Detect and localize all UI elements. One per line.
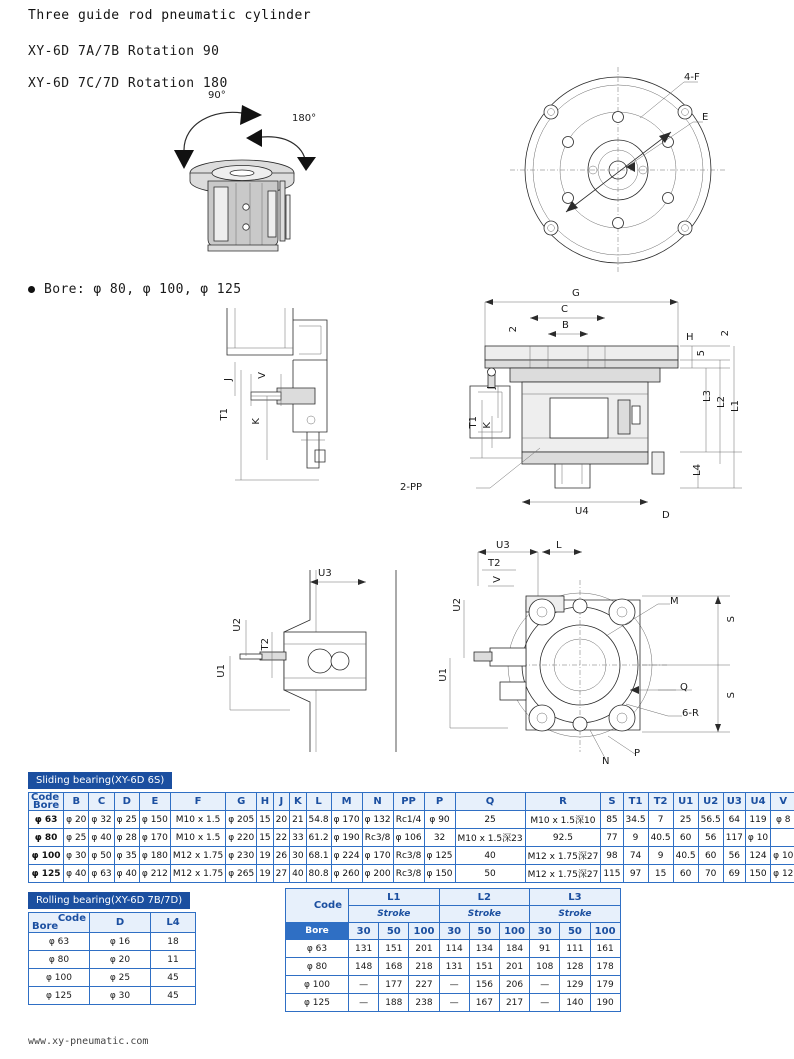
cell: 108: [530, 958, 560, 976]
cell: φ 28: [114, 829, 139, 847]
front-label-c: C: [561, 304, 568, 315]
cell: 50: [455, 865, 525, 883]
bottom-label-t2: T2: [488, 558, 501, 569]
rolling-bearing-table: [28, 912, 196, 1005]
cell: φ 106: [393, 829, 424, 847]
cell: 179: [590, 976, 620, 994]
cell: 15: [257, 811, 273, 829]
cell: φ 170: [362, 847, 393, 865]
group-L2: L2: [439, 889, 530, 906]
cell: 34.5: [623, 811, 648, 829]
cell: 19: [257, 865, 273, 883]
cell: φ 63: [89, 865, 114, 883]
cell: 227: [409, 976, 439, 994]
cell: 201: [499, 958, 529, 976]
side-label-k: K: [251, 418, 262, 425]
cell: 40: [290, 865, 306, 883]
cell: 168: [379, 958, 409, 976]
cell: 190: [590, 994, 620, 1012]
col-T1: T1: [623, 793, 648, 811]
cell: 45: [151, 987, 196, 1005]
stroke-30: 30: [439, 923, 469, 940]
corner-header: [29, 913, 90, 933]
cell: φ 260: [331, 865, 362, 883]
cell: 19: [257, 847, 273, 865]
front-label-g: G: [572, 288, 580, 299]
cell: 206: [499, 976, 529, 994]
front-label-l2: L2: [716, 396, 727, 408]
cell: 56: [698, 829, 723, 847]
cell: 27: [273, 865, 289, 883]
row-bore: φ 125: [29, 987, 90, 1005]
cell: 70: [698, 865, 723, 883]
cell: φ 150: [139, 811, 170, 829]
cell: 111: [560, 940, 590, 958]
cell: φ 16: [90, 933, 151, 951]
table-row: [29, 987, 196, 1005]
cell: —: [530, 976, 560, 994]
bottom-label-m: M: [670, 596, 679, 607]
cell: φ 40: [64, 865, 89, 883]
cell: Rc3/8: [393, 865, 424, 883]
cell: Rc3/8: [362, 829, 393, 847]
table-row: [29, 811, 794, 829]
cell: 85: [601, 811, 623, 829]
col-M: M: [331, 793, 362, 811]
cell: 167: [469, 994, 499, 1012]
row-bore: φ 100: [286, 976, 349, 994]
cell: 32: [424, 829, 455, 847]
corner-code: Code: [57, 912, 86, 924]
cell: 148: [349, 958, 379, 976]
cell: 97: [623, 865, 648, 883]
cell: φ 30: [64, 847, 89, 865]
cell: φ 50: [89, 847, 114, 865]
cell: 201: [409, 940, 439, 958]
cell: —: [439, 976, 469, 994]
cell: M10 x 1.5: [170, 829, 225, 847]
cell: φ 90: [424, 811, 455, 829]
cell: —: [349, 994, 379, 1012]
table-row: [286, 940, 621, 958]
model-line-1: XY-6D 7A/7B Rotation 90: [28, 44, 220, 59]
front-label-k: K: [482, 422, 493, 429]
cell: 18: [151, 933, 196, 951]
corner-bore: Bore: [32, 920, 59, 932]
cell: 11: [151, 951, 196, 969]
cell: —: [349, 976, 379, 994]
cell: 156: [469, 976, 499, 994]
table-stroke-values-row: [286, 923, 621, 940]
front-label-h: H: [686, 332, 694, 343]
cell: φ 10: [745, 829, 770, 847]
row-bore: φ 63: [29, 933, 90, 951]
cell: 25: [673, 811, 698, 829]
cell: φ 150: [424, 865, 455, 883]
section-label-u2: U2: [232, 618, 243, 632]
cell: 21: [290, 811, 306, 829]
cell: φ 8: [771, 811, 794, 829]
sliding-bearing-caption-wrap: [28, 768, 172, 789]
cell: 26: [273, 847, 289, 865]
cell: 60: [698, 847, 723, 865]
col-C: C: [89, 793, 114, 811]
rolling-bearing-caption: Rolling bearing(XY-6D 7B/7D): [28, 892, 190, 909]
row-bore: φ 100: [29, 969, 90, 987]
front-label-l4: L4: [692, 464, 703, 476]
cell: 54.8: [306, 811, 331, 829]
cell: 60: [673, 829, 698, 847]
bottom-label-l: L: [556, 540, 562, 551]
cell: 178: [590, 958, 620, 976]
cell: φ 190: [331, 829, 362, 847]
stroke-table: [285, 888, 621, 1012]
table-row: [29, 829, 794, 847]
cell: φ 265: [226, 865, 257, 883]
col-L4: L4: [151, 913, 196, 933]
table-row: [29, 865, 794, 883]
table-row: [286, 994, 621, 1012]
cell: 69: [723, 865, 745, 883]
front-label-t1: T1: [468, 416, 479, 429]
col-D: D: [114, 793, 139, 811]
bottom-label-v: V: [492, 576, 503, 583]
side-view-drawing: [215, 300, 395, 500]
stroke-50: 50: [560, 923, 590, 940]
cell: φ 220: [226, 829, 257, 847]
cell: φ 32: [89, 811, 114, 829]
cell: φ 200: [362, 865, 393, 883]
bottom-label-q: Q: [680, 682, 688, 693]
cell: 68.1: [306, 847, 331, 865]
row-bore: φ 80: [29, 829, 64, 847]
bottom-label-n: N: [602, 756, 610, 767]
cell: φ 25: [114, 811, 139, 829]
cell: M12 x 1.75深27: [525, 847, 601, 865]
cell: 9: [623, 829, 648, 847]
stroke-30: 30: [530, 923, 560, 940]
cell: M10 x 1.5深10: [525, 811, 601, 829]
row-bore: φ 125: [286, 994, 349, 1012]
cell: 74: [623, 847, 648, 865]
cell: M10 x 1.5深23: [455, 829, 525, 847]
angle-90-label: 90°: [208, 90, 226, 101]
cell: 56: [723, 847, 745, 865]
col-P: P: [424, 793, 455, 811]
cell: 128: [560, 958, 590, 976]
cell: φ 170: [139, 829, 170, 847]
front-label-j: J: [486, 386, 497, 389]
e-label: E: [702, 112, 709, 123]
stroke-100: 100: [590, 923, 620, 940]
cell: Rc3/8: [393, 847, 424, 865]
front-label-l1: L1: [730, 400, 741, 412]
col-V: V: [771, 793, 794, 811]
cell: 124: [745, 847, 770, 865]
stroke-50: 50: [379, 923, 409, 940]
col-Q: Q: [455, 793, 525, 811]
cell: 218: [409, 958, 439, 976]
cell: M12 x 1.75深27: [525, 865, 601, 883]
cell: M12 x 1.75: [170, 847, 225, 865]
cell: 131: [439, 958, 469, 976]
cell: 61.2: [306, 829, 331, 847]
cell: φ 170: [331, 811, 362, 829]
cell: 40.5: [673, 847, 698, 865]
footnote: www.xy-pneumatic.com: [28, 1036, 149, 1047]
cell: [771, 829, 794, 847]
cell: 91: [530, 940, 560, 958]
table-header-row: [286, 889, 621, 906]
bottom-label-p: P: [634, 748, 641, 759]
stroke-label-l2: Stroke: [439, 906, 530, 923]
cell: φ 20: [90, 951, 151, 969]
cell: 238: [409, 994, 439, 1012]
cell: φ 12: [771, 865, 794, 883]
cell: φ 205: [226, 811, 257, 829]
corner-bore: Bore: [286, 923, 349, 940]
sliding-bearing-table: [28, 792, 794, 883]
cell: 151: [469, 958, 499, 976]
col-T2: T2: [648, 793, 673, 811]
cell: 30: [290, 847, 306, 865]
cell: φ 25: [90, 969, 151, 987]
col-G: G: [226, 793, 257, 811]
front-label-2top: 2: [508, 326, 519, 333]
cell: φ 40: [114, 865, 139, 883]
cell: 161: [590, 940, 620, 958]
cell: 15: [257, 829, 273, 847]
row-bore: φ 125: [29, 865, 64, 883]
bottom-label-s-bottom: S: [726, 692, 737, 699]
col-S: S: [601, 793, 623, 811]
corner-code: Code: [313, 899, 342, 911]
cell: 15: [648, 865, 673, 883]
col-K: K: [290, 793, 306, 811]
corner-bore: Bore: [33, 799, 60, 811]
cell: φ 230: [226, 847, 257, 865]
row-bore: φ 100: [29, 847, 64, 865]
side-label-j: J: [223, 378, 234, 381]
col-E: E: [139, 793, 170, 811]
cell: 119: [745, 811, 770, 829]
cell: 77: [601, 829, 623, 847]
col-B: B: [64, 793, 89, 811]
top-view-drawing: [488, 70, 773, 270]
col-U1: U1: [673, 793, 698, 811]
cell: 117: [723, 829, 745, 847]
cell: 64: [723, 811, 745, 829]
table-row: [29, 933, 196, 951]
stroke-100: 100: [499, 923, 529, 940]
cell: 25: [455, 811, 525, 829]
four-f-label: 4-F: [684, 72, 700, 83]
side-label-v: V: [257, 372, 268, 379]
cell: Rc1/4: [393, 811, 424, 829]
cell: 184: [499, 940, 529, 958]
cell: φ 224: [331, 847, 362, 865]
cell: 188: [379, 994, 409, 1012]
angle-180-label: 180°: [292, 113, 317, 124]
col-R: R: [525, 793, 601, 811]
corner-header: [29, 793, 64, 811]
cell: 22: [273, 829, 289, 847]
cell: 56.5: [698, 811, 723, 829]
side-label-t1: T1: [219, 408, 230, 421]
cell: 217: [499, 994, 529, 1012]
bottom-view-drawing: [430, 540, 760, 770]
table-row: [29, 951, 196, 969]
stroke-50: 50: [469, 923, 499, 940]
model-line-2: XY-6D 7C/7D Rotation 180: [28, 76, 228, 91]
stroke-100: 100: [409, 923, 439, 940]
row-bore: φ 80: [29, 951, 90, 969]
section-label-u3: U3: [318, 568, 332, 579]
cell: φ 180: [139, 847, 170, 865]
cell: 9: [648, 847, 673, 865]
cell: 177: [379, 976, 409, 994]
table-header-row: [29, 913, 196, 933]
col-L: L: [306, 793, 331, 811]
col-U2: U2: [698, 793, 723, 811]
row-bore: φ 63: [29, 811, 64, 829]
front-label-2right: 2: [720, 330, 731, 337]
cell: —: [530, 994, 560, 1012]
cell: 40: [455, 847, 525, 865]
bottom-label-u3: U3: [496, 540, 510, 551]
front-label-5: 5: [696, 350, 707, 357]
cell: —: [439, 994, 469, 1012]
bore-list: [28, 282, 241, 297]
stroke-label-l1: Stroke: [349, 906, 440, 923]
cell: 115: [601, 865, 623, 883]
cell: φ 10: [771, 847, 794, 865]
cell: 20: [273, 811, 289, 829]
cell: 129: [560, 976, 590, 994]
cell: 151: [379, 940, 409, 958]
section-label-t2: T2: [260, 638, 271, 651]
cell: 45: [151, 969, 196, 987]
table-row: [286, 976, 621, 994]
front-label-2pp: 2-PP: [400, 482, 423, 493]
sliding-bearing-caption: Sliding bearing(XY-6D 6S): [28, 772, 172, 789]
bottom-label-s-top: S: [726, 616, 737, 623]
col-J: J: [273, 793, 289, 811]
bottom-label-u2: U2: [452, 598, 463, 612]
stroke-30: 30: [349, 923, 379, 940]
cell: φ 132: [362, 811, 393, 829]
group-L1: L1: [349, 889, 440, 906]
col-PP: PP: [393, 793, 424, 811]
row-bore: φ 63: [286, 940, 349, 958]
cell: 60: [673, 865, 698, 883]
front-view-drawing: [400, 288, 760, 538]
table-row: [286, 958, 621, 976]
cell: 33: [290, 829, 306, 847]
bore-list-label: Bore: φ 80, φ 100, φ 125: [44, 282, 242, 297]
front-label-u4: U4: [575, 506, 589, 517]
col-H: H: [257, 793, 273, 811]
cell: M10 x 1.5: [170, 811, 225, 829]
cell: φ 125: [424, 847, 455, 865]
corner-code: Code: [31, 791, 60, 803]
col-D: D: [90, 913, 151, 933]
cell: φ 25: [64, 829, 89, 847]
corner-header: [286, 889, 349, 923]
stroke-label-l3: Stroke: [530, 906, 621, 923]
cell: 92.5: [525, 829, 601, 847]
cell: 40.5: [648, 829, 673, 847]
cell: 80.8: [306, 865, 331, 883]
col-F: F: [170, 793, 225, 811]
cell: φ 212: [139, 865, 170, 883]
cell: φ 40: [89, 829, 114, 847]
cell: φ 35: [114, 847, 139, 865]
front-label-l3: L3: [702, 390, 713, 402]
cell: 114: [439, 940, 469, 958]
col-U3: U3: [723, 793, 745, 811]
rolling-bearing-caption-wrap: [28, 888, 190, 909]
col-U4: U4: [745, 793, 770, 811]
page-title: Three guide rod pneumatic cylinder: [28, 8, 312, 23]
bottom-label-6r: 6-R: [682, 708, 699, 719]
bullet-icon: [28, 286, 35, 293]
table-row: [29, 969, 196, 987]
cell: φ 20: [64, 811, 89, 829]
bottom-label-u1: U1: [438, 668, 449, 682]
table-row: [29, 847, 794, 865]
row-bore: φ 80: [286, 958, 349, 976]
cell: 140: [560, 994, 590, 1012]
front-label-b: B: [562, 320, 569, 331]
cell: M12 x 1.75: [170, 865, 225, 883]
section-label-u1: U1: [216, 664, 227, 678]
front-label-d: D: [662, 510, 670, 521]
cell: 131: [349, 940, 379, 958]
section-left-drawing: [200, 560, 400, 760]
col-N: N: [362, 793, 393, 811]
cell: φ 30: [90, 987, 151, 1005]
cell: 7: [648, 811, 673, 829]
rotation-illustration: [150, 90, 340, 270]
cell: 98: [601, 847, 623, 865]
cell: 150: [745, 865, 770, 883]
group-L3: L3: [530, 889, 621, 906]
table-header-row: [29, 793, 794, 811]
cell: 134: [469, 940, 499, 958]
